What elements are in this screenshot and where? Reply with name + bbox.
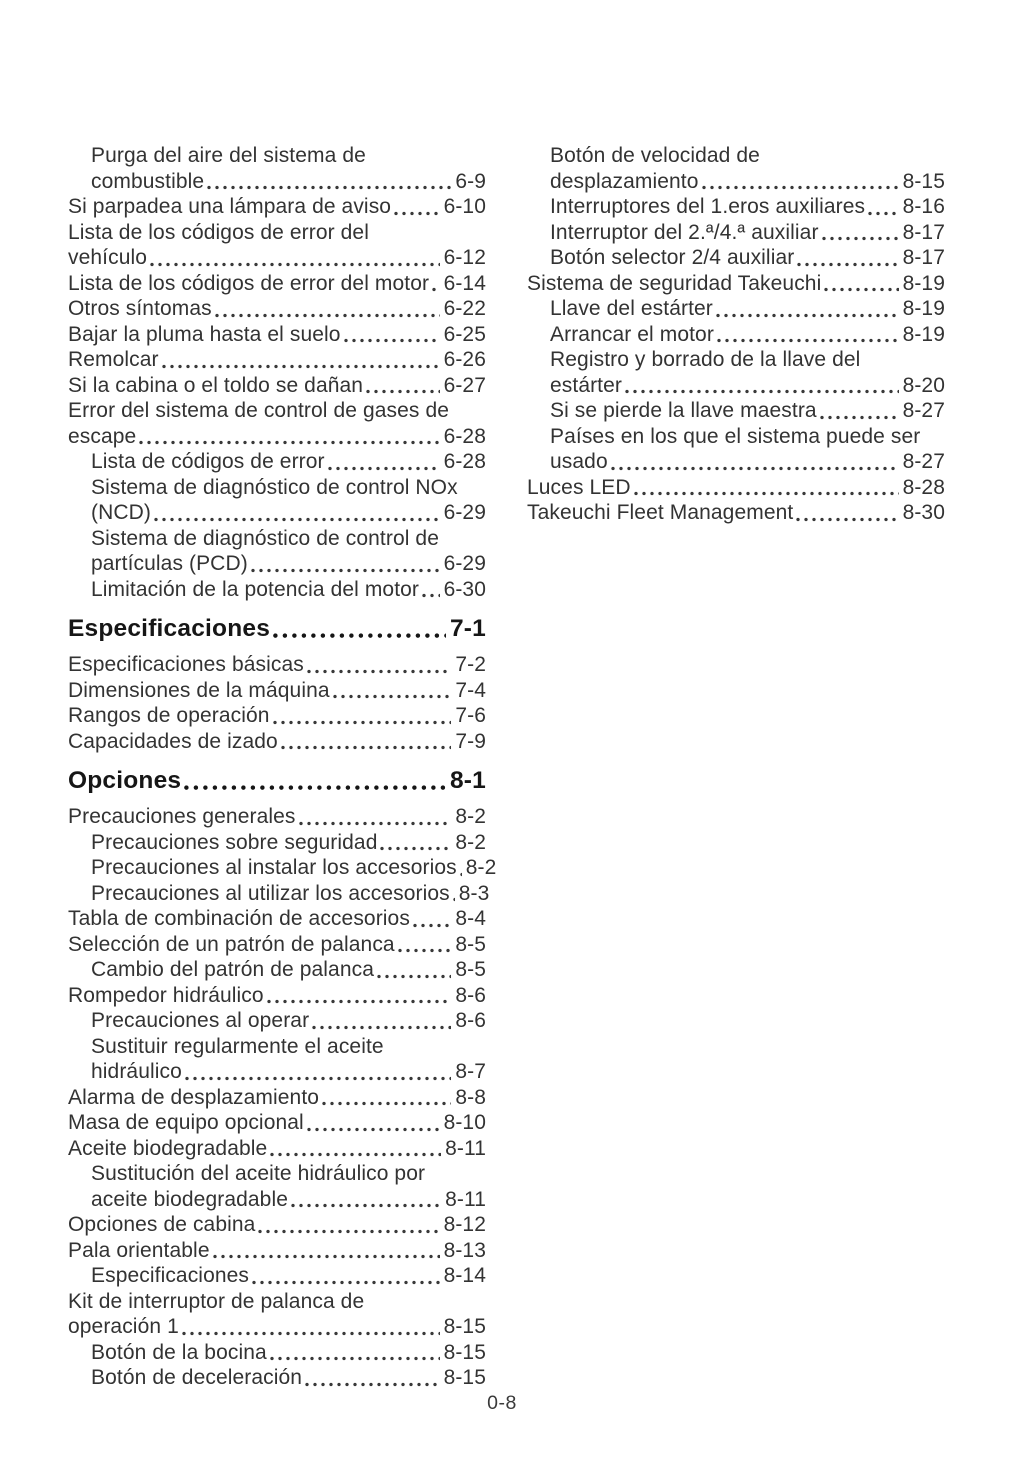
toc-entry-title: Dimensiones de la máquina: [68, 678, 330, 702]
dot-leader: [701, 169, 900, 195]
toc-entry-last-line: [68, 1136, 486, 1162]
toc-entry: [68, 932, 486, 958]
toc-page-number: 8-15: [902, 169, 945, 193]
dot-leader: [149, 245, 441, 271]
dot-leader: [153, 500, 441, 526]
dot-leader: [821, 220, 900, 246]
toc-page-number: 8-19: [902, 297, 945, 320]
toc-entry-title: Opciones: [68, 767, 182, 794]
toc-entry-last-line: [550, 449, 945, 475]
toc-entry-last-line: [91, 855, 497, 881]
toc-entry-title: Precauciones sobre seguridad: [91, 830, 378, 854]
toc-entry-last-line: [91, 1008, 486, 1034]
dot-leader: [250, 551, 441, 577]
toc-page-number: 8-15: [443, 1340, 486, 1364]
toc-entry-title: Aceite biodegradable: [68, 1136, 268, 1160]
dot-leader: [306, 1110, 441, 1136]
toc-entry-line: Países en los que el sistema puede ser: [550, 424, 921, 448]
toc-entry: [68, 1212, 486, 1238]
toc-entry-line: Error del sistema de control de gases de: [68, 399, 450, 422]
toc-entry: [68, 398, 486, 449]
toc-entry-title: Precauciones al utilizar los accesorios: [91, 881, 450, 905]
dot-leader: [431, 271, 440, 297]
toc-entry-last-line: [68, 1238, 486, 1264]
toc-entry-last-line: [550, 398, 945, 424]
dot-leader: [610, 449, 900, 475]
dot-leader: [251, 1263, 441, 1289]
dot-leader: [379, 830, 452, 856]
toc-entry: [68, 983, 486, 1009]
toc-entry-title: Opciones de cabina: [68, 1213, 256, 1236]
toc-entry-title: Selección de un patrón de palanca: [68, 932, 395, 956]
toc-page-number: 8-2: [455, 805, 486, 828]
footer-page-number: 0-8: [487, 1392, 517, 1414]
toc-entry: [68, 855, 497, 881]
toc-entry-title: Sistema de seguridad Takeuchi: [527, 271, 822, 295]
toc-entry-last-line: [550, 220, 945, 246]
toc-page-number: 8-5: [455, 932, 486, 956]
dot-leader: [397, 932, 453, 958]
dot-leader: [421, 577, 441, 603]
toc-entry-title: Lista de los códigos de error del motor: [68, 271, 430, 295]
toc-page-number: 8-27: [902, 399, 945, 422]
dot-leader: [181, 1314, 441, 1340]
toc-entry: [527, 398, 945, 424]
toc-entry-last-line: [91, 1340, 486, 1366]
toc-entry: [527, 500, 945, 526]
dot-leader: [306, 652, 452, 678]
toc-entry: [68, 322, 486, 348]
toc-entry-last-line: [68, 1110, 486, 1136]
toc-entry-title: partículas (PCD): [91, 552, 248, 575]
toc-entry-last-line: [550, 373, 945, 399]
toc-entry: [527, 347, 945, 398]
toc-entry-last-line: [527, 500, 945, 526]
dot-leader: [298, 804, 453, 830]
toc-entry-last-line: [68, 983, 486, 1009]
toc-entry: [68, 1136, 486, 1162]
dot-leader: [214, 296, 441, 322]
toc-page-number: 8-15: [443, 1315, 486, 1338]
toc-entry-last-line: [68, 1212, 486, 1238]
dot-leader: [272, 703, 453, 729]
toc-entry-last-line: [68, 271, 486, 297]
toc-entry: [68, 652, 486, 678]
toc-entry-title: Pala orientable: [68, 1238, 210, 1262]
toc-entry-last-line: [68, 245, 486, 271]
toc-page-number: 6-30: [443, 577, 486, 601]
dot-leader: [332, 678, 453, 704]
dot-leader: [796, 245, 899, 271]
toc-entry-last-line: [550, 194, 945, 220]
toc-page-number: 7-2: [455, 653, 486, 676]
toc-entry-last-line: [550, 169, 945, 195]
toc-entry-last-line: [68, 194, 486, 220]
toc-entry-title: Precauciones generales: [68, 805, 296, 828]
toc-entry-title: Especificaciones: [91, 1264, 250, 1287]
toc-page-number: 8-8: [455, 1085, 486, 1109]
toc-entry: [68, 1289, 486, 1340]
toc-page-number: 8-17: [902, 220, 945, 244]
toc-entry: [527, 322, 945, 348]
toc-entry-title: Rompedor hidráulico: [68, 983, 264, 1007]
toc-entry-line: Sustitución del aceite hidráulico por: [91, 1162, 426, 1185]
dot-leader: [795, 500, 899, 526]
toc-entry-last-line: [68, 804, 486, 830]
toc-entry: [68, 957, 486, 983]
toc-page-number: 8-6: [455, 1009, 486, 1032]
toc-entry-last-line: [68, 932, 486, 958]
toc-entry: [68, 347, 486, 373]
dot-leader: [321, 1085, 452, 1111]
dot-leader: [206, 169, 452, 195]
toc-entry: [68, 1161, 486, 1212]
toc-entry-line: Sistema de diagnóstico de control NOx: [91, 475, 458, 499]
toc-entry-title: Takeuchi Fleet Management: [527, 501, 794, 524]
toc-entry: [527, 194, 945, 220]
dot-leader: [304, 1365, 440, 1391]
toc-page-number: 6-28: [443, 450, 486, 473]
dot-leader: [212, 1238, 441, 1264]
toc-page-number: 8-7: [455, 1060, 486, 1083]
toc-entry: [527, 220, 945, 246]
toc-entry: [68, 526, 486, 577]
toc-entry-title: Si parpadea una lámpara de aviso: [68, 195, 392, 218]
dot-leader: [867, 194, 899, 220]
toc-entry-title: Interruptores del 1.eros auxiliares: [550, 195, 866, 218]
toc-page-number: 8-11: [445, 1187, 486, 1211]
toc-entry-last-line: [68, 703, 486, 729]
toc-entry-line: Lista de los códigos de error del: [68, 220, 369, 244]
dot-leader: [161, 347, 441, 373]
toc-entry-title: Precauciones al instalar los accesorios: [91, 856, 457, 879]
toc-entry-title: estárter: [550, 373, 622, 397]
toc-page-number: 7-1: [449, 615, 486, 642]
toc-entry: [527, 475, 945, 501]
toc-page-number: 6-29: [443, 501, 486, 524]
toc-page-number: 8-11: [445, 1136, 486, 1160]
toc-entry-title: Botón de la bocina: [91, 1340, 267, 1364]
toc-page-number: 8-30: [902, 501, 945, 524]
toc-page-number: 6-25: [443, 322, 486, 346]
toc-page-number: 8-3: [458, 881, 490, 905]
toc-section-heading: [68, 614, 486, 644]
toc-entry-last-line: [68, 424, 486, 450]
toc-entry-title: Si la cabina o el toldo se dañan: [68, 373, 364, 397]
toc-entry-title: Lista de códigos de error: [91, 450, 325, 473]
toc-page-number: 8-1: [449, 767, 486, 794]
toc-entry-title: hidráulico: [91, 1060, 182, 1083]
toc-entry-last-line: [91, 1263, 486, 1289]
toc-entry-title: Remolcar: [68, 348, 159, 371]
toc-page-number: 8-19: [902, 322, 945, 346]
toc-entry-line: Purga del aire del sistema de: [91, 144, 366, 167]
toc-page-number: 8-19: [902, 271, 945, 295]
toc-entry-last-line: [91, 551, 486, 577]
toc-entry-last-line: [91, 1059, 486, 1085]
toc-entry-title: Luces LED: [527, 475, 631, 499]
toc-left-column: [68, 143, 497, 1391]
toc-entry-last-line: [91, 500, 486, 526]
toc-page-number: 8-17: [902, 246, 945, 269]
toc-entry-title: Precauciones al operar: [91, 1009, 310, 1032]
toc-page-number: 8-16: [902, 195, 945, 218]
toc-entry: [68, 703, 486, 729]
dot-leader: [823, 271, 899, 297]
toc-entry-last-line: [68, 906, 486, 932]
toc-entry: [68, 220, 486, 271]
toc-entry-last-line: [68, 766, 486, 796]
toc-page-number: 7-9: [455, 729, 486, 753]
toc-entry-last-line: [68, 1085, 486, 1111]
table-of-contents: [68, 143, 945, 1391]
toc-page-number: 6-27: [443, 373, 486, 397]
dot-leader: [269, 1340, 441, 1366]
dot-leader: [311, 1008, 452, 1034]
toc-entry-title: operación 1: [68, 1315, 179, 1338]
dot-leader: [393, 194, 440, 220]
toc-entry-title: Especificaciones: [68, 615, 271, 642]
toc-entry: [68, 881, 490, 907]
toc-entry-title: escape: [68, 424, 137, 448]
toc-page-number: 8-2: [465, 856, 497, 879]
toc-page-number: 6-12: [443, 246, 486, 269]
toc-entry-title: Limitación de la potencia del motor: [91, 577, 420, 601]
toc-entry-title: desplazamiento: [550, 169, 699, 193]
dot-leader: [272, 614, 447, 644]
dot-leader: [716, 322, 900, 348]
toc-entry-last-line: [68, 652, 486, 678]
toc-entry: [68, 804, 486, 830]
dot-leader: [290, 1187, 442, 1213]
toc-page-number: 6-22: [443, 297, 486, 320]
toc-entry: [527, 245, 945, 271]
toc-entry: [68, 830, 486, 856]
toc-entry-title: Llave del estárter: [550, 297, 713, 320]
dot-leader: [269, 1136, 442, 1162]
toc-page-number: 8-20: [902, 373, 945, 397]
toc-entry-last-line: [68, 614, 486, 644]
toc-entry-last-line: [91, 449, 486, 475]
toc-entry-last-line: [68, 1314, 486, 1340]
toc-entry-title: Si se pierde la llave maestra: [550, 399, 817, 422]
toc-page-number: 6-28: [443, 424, 486, 448]
toc-entry-last-line: [91, 577, 486, 603]
dot-leader: [327, 449, 441, 475]
toc-entry-last-line: [68, 373, 486, 399]
toc-entry: [68, 271, 486, 297]
toc-entry-last-line: [91, 169, 486, 195]
toc-entry: [68, 373, 486, 399]
dot-leader: [266, 983, 453, 1009]
toc-entry-title: Interruptor del 2.ª/4.ª auxiliar: [550, 220, 819, 244]
toc-page-number: 7-4: [455, 678, 486, 702]
toc-entry-title: Capacidades de izado: [68, 729, 278, 753]
toc-section-heading: [68, 766, 486, 796]
toc-entry-line: Kit de interruptor de palanca de: [68, 1289, 365, 1313]
toc-page-number: 6-29: [443, 552, 486, 575]
toc-entry: [68, 143, 486, 194]
toc-entry-last-line: [91, 1365, 486, 1391]
toc-entry-line: Sustituir regularmente el aceite: [91, 1034, 384, 1058]
toc-page-number: 6-9: [455, 169, 486, 193]
toc-entry-title: Rangos de operación: [68, 704, 270, 727]
toc-page-number: 8-2: [455, 830, 486, 854]
dot-leader: [452, 881, 456, 907]
toc-page-number: 8-4: [455, 907, 486, 930]
toc-entry: [68, 1340, 486, 1366]
toc-page-number: 8-27: [902, 450, 945, 473]
toc-entry-last-line: [68, 729, 486, 755]
toc-entry: [68, 1238, 486, 1264]
toc-entry: [68, 1085, 486, 1111]
toc-entry: [527, 271, 945, 297]
toc-entry: [68, 906, 486, 932]
toc-page-number: 8-28: [902, 475, 945, 499]
toc-entry-title: Arrancar el motor: [550, 322, 714, 346]
toc-entry: [68, 1365, 486, 1391]
toc-entry: [68, 475, 486, 526]
toc-entry-title: Botón de deceleración: [91, 1366, 303, 1389]
toc-entry: [527, 296, 945, 322]
toc-entry-last-line: [527, 271, 945, 297]
dot-leader: [412, 906, 452, 932]
toc-entry-last-line: [91, 957, 486, 983]
toc-entry-title: Cambio del patrón de palanca: [91, 958, 374, 981]
toc-entry-title: Especificaciones básicas: [68, 653, 304, 676]
toc-entry-last-line: [68, 347, 486, 373]
toc-entry: [68, 577, 486, 603]
toc-entry: [527, 424, 945, 475]
toc-page-number: 8-6: [455, 983, 486, 1007]
toc-entry-title: aceite biodegradable: [91, 1187, 288, 1211]
toc-page-number: 8-15: [443, 1366, 486, 1389]
toc-entry: [68, 1008, 486, 1034]
toc-page-number: 8-12: [443, 1213, 486, 1236]
toc-entry-line: Botón de velocidad de: [550, 144, 760, 167]
toc-entry: [68, 729, 486, 755]
toc-entry: [68, 1263, 486, 1289]
dot-leader: [624, 373, 900, 399]
toc-entry: [68, 194, 486, 220]
toc-entry: [68, 449, 486, 475]
dot-leader: [183, 766, 447, 796]
toc-entry-last-line: [68, 296, 486, 322]
toc-page-number: 8-13: [443, 1238, 486, 1262]
toc-entry-last-line: [527, 475, 945, 501]
toc-entry-title: (NCD): [91, 501, 151, 524]
dot-leader: [633, 475, 900, 501]
toc-entry-last-line: [550, 322, 945, 348]
dot-leader: [459, 855, 463, 881]
toc-entry-line: Sistema de diagnóstico de control de: [91, 526, 439, 550]
toc-entry-line: Registro y borrado de la llave del: [550, 348, 861, 371]
toc-entry-title: Botón selector 2/4 auxiliar: [550, 246, 795, 269]
toc-entry-last-line: [68, 322, 486, 348]
toc-page-number: 8-5: [455, 958, 486, 981]
dot-leader: [257, 1212, 440, 1238]
toc-entry-last-line: [550, 296, 945, 322]
toc-page-number: 7-6: [455, 704, 486, 727]
toc-entry-title: Bajar la pluma hasta el suelo: [68, 322, 341, 346]
dot-leader: [138, 424, 440, 450]
dot-leader: [184, 1059, 452, 1085]
toc-entry: [68, 296, 486, 322]
toc-entry: [68, 1110, 486, 1136]
dot-leader: [343, 322, 441, 348]
dot-leader: [376, 957, 452, 983]
toc-right-column: [527, 143, 945, 1391]
toc-entry-title: usado: [550, 450, 608, 473]
toc-entry: [68, 678, 486, 704]
toc-entry-last-line: [91, 881, 490, 907]
toc-entry-title: Masa de equipo opcional: [68, 1111, 304, 1134]
dot-leader: [280, 729, 453, 755]
toc-page-number: 8-14: [443, 1264, 486, 1287]
toc-entry-title: combustible: [91, 169, 205, 193]
toc-entry-title: Tabla de combinación de accesorios: [68, 907, 410, 930]
dot-leader: [365, 373, 440, 399]
toc-entry: [527, 143, 945, 194]
toc-entry: [68, 1034, 486, 1085]
toc-entry-last-line: [550, 245, 945, 271]
toc-entry-last-line: [91, 1187, 486, 1213]
toc-page-number: 6-14: [443, 271, 486, 295]
toc-entry-title: Otros síntomas: [68, 297, 212, 320]
toc-page-number: 8-10: [443, 1111, 486, 1134]
toc-page-number: 6-10: [443, 195, 486, 218]
toc-entry-title: Alarma de desplazamiento: [68, 1085, 320, 1109]
dot-leader: [715, 296, 900, 322]
toc-entry-title: vehículo: [68, 246, 148, 269]
toc-page-number: 6-26: [443, 348, 486, 371]
toc-entry-last-line: [68, 678, 486, 704]
toc-entry-last-line: [91, 830, 486, 856]
dot-leader: [819, 398, 900, 424]
